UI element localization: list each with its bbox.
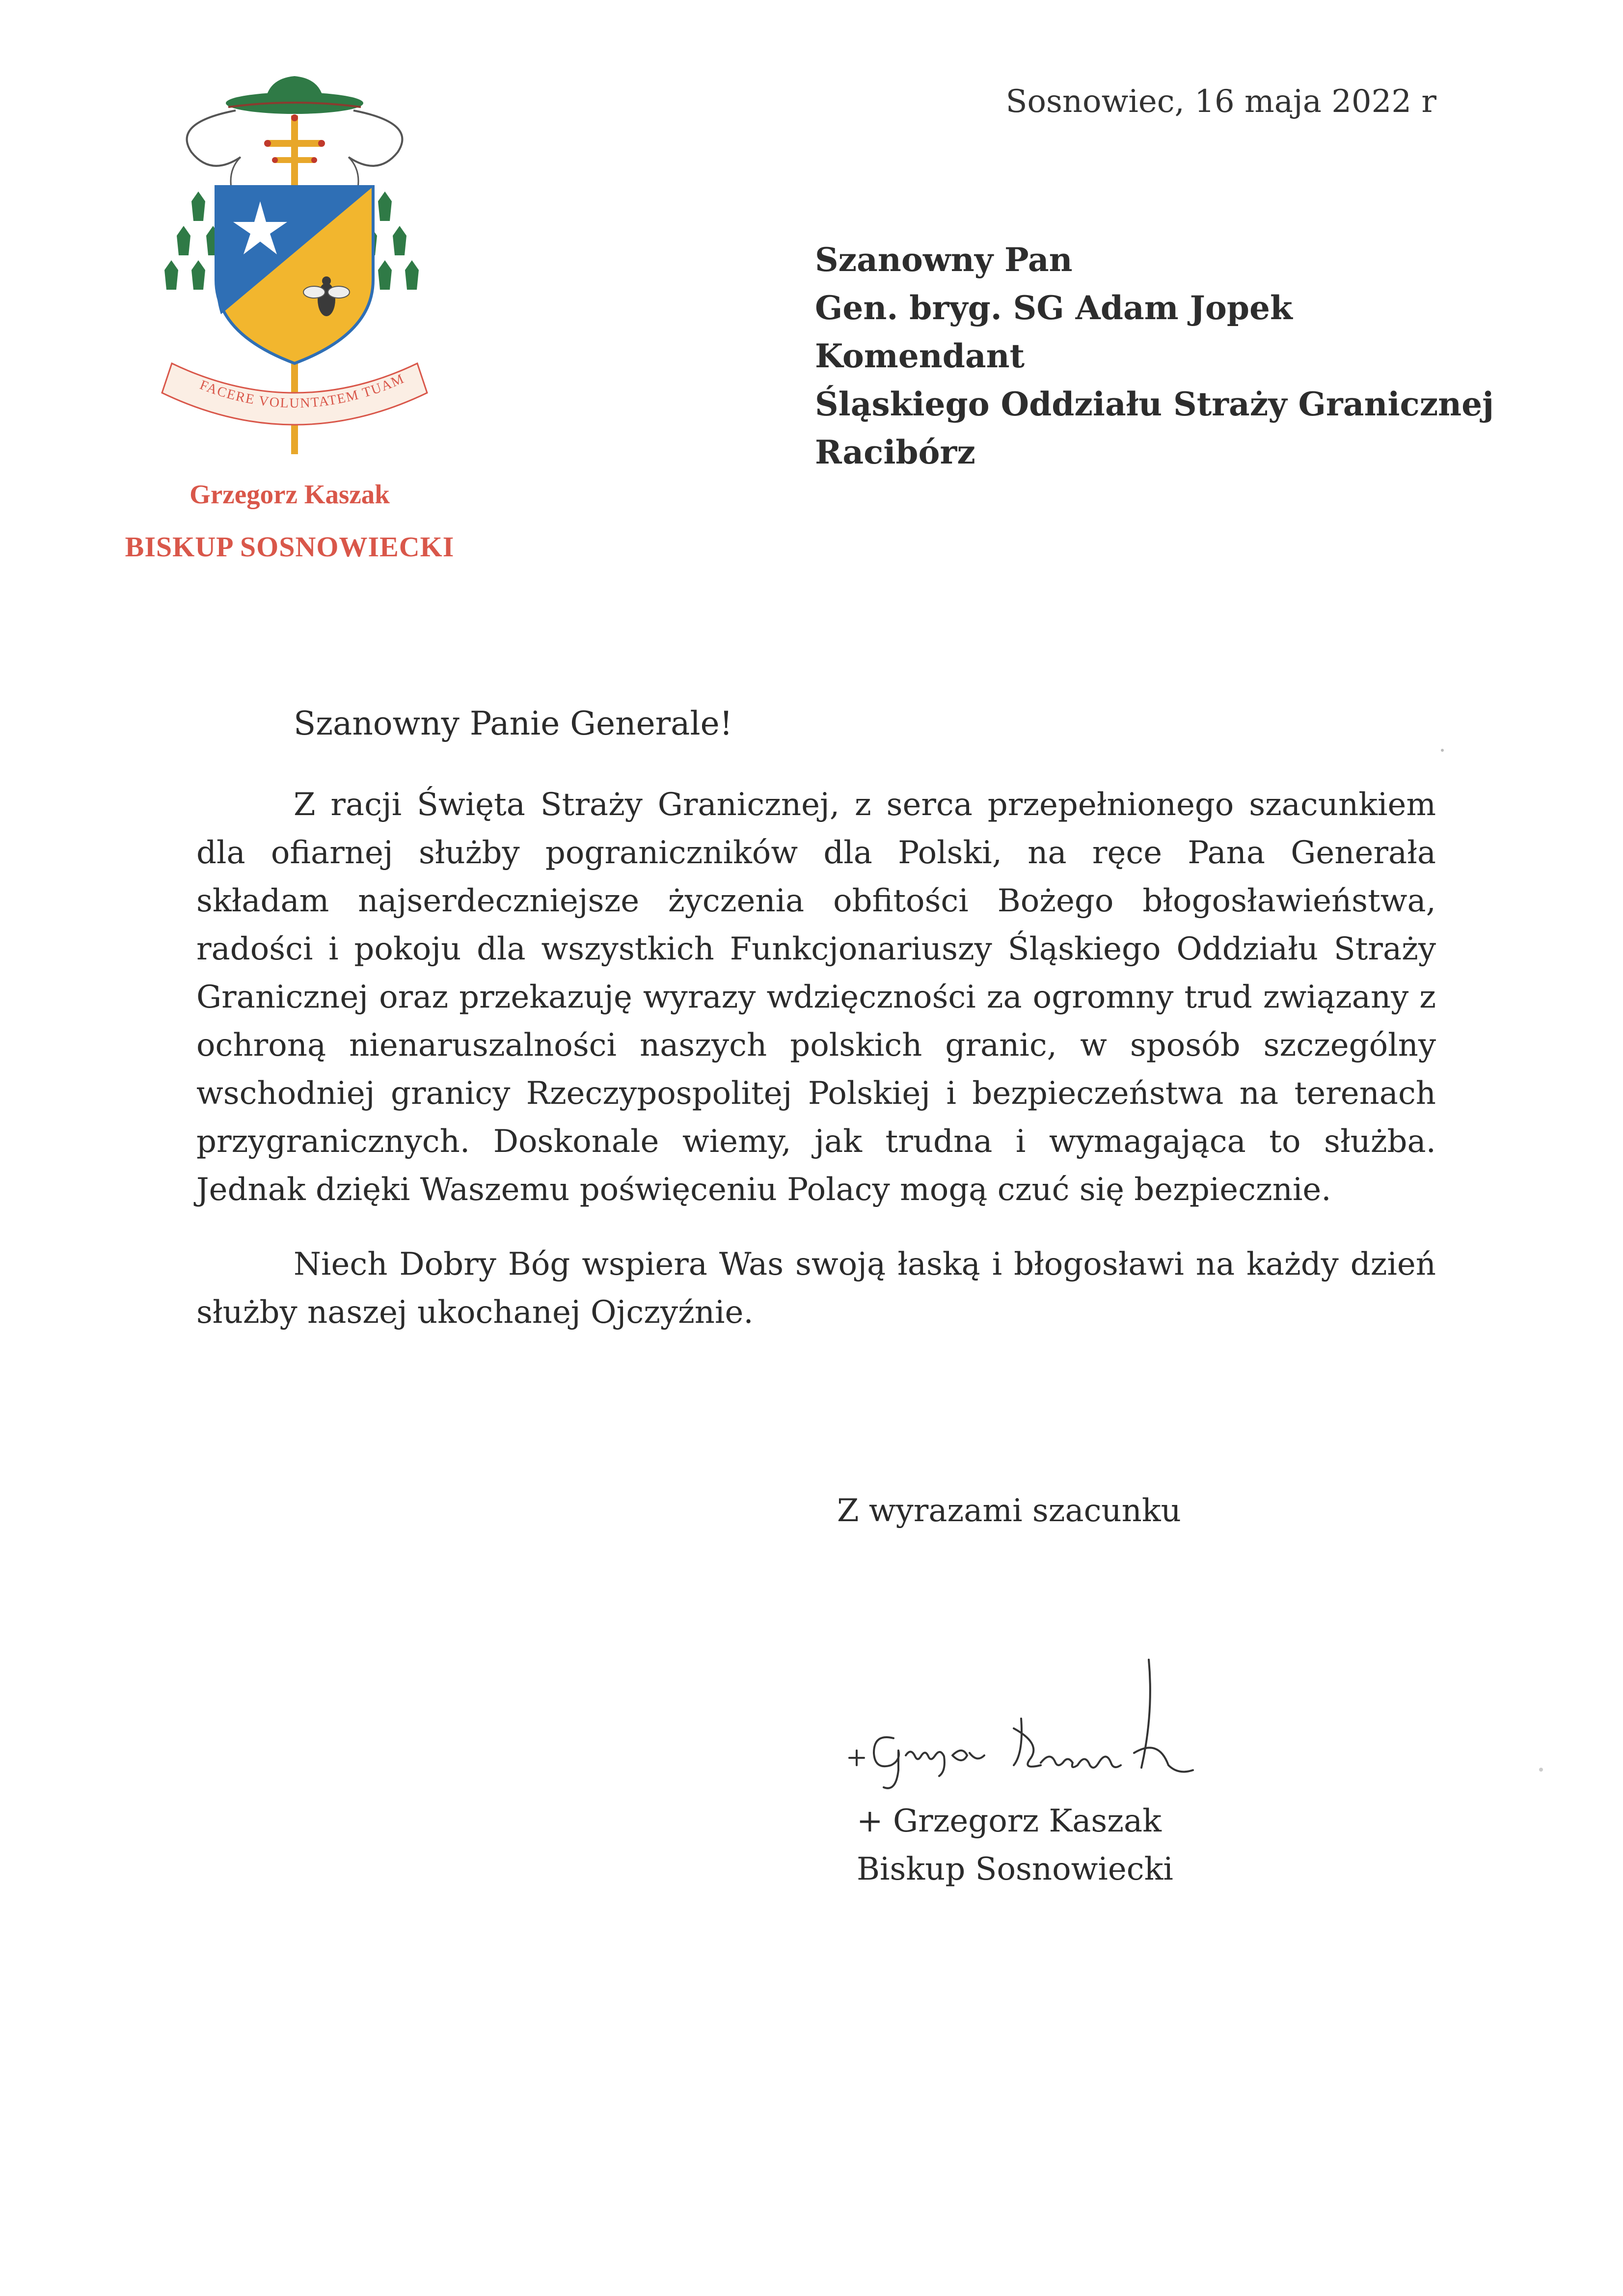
recipient-line: Gen. bryg. SG Adam Jopek: [815, 289, 1293, 327]
body-paragraph: Z racji Święta Straży Granicznej, z serca przepełnionego szacunkiem dla ofiarnej służby pograniczników dla Polski, na ręce Pana Generała składam najserdeczniejsze życzenia obfitości Bożego błogosławieństwa, radości i pokoju dla wszystkich Funkcjonariuszy Śląskiego Oddziału Straży Granicznej oraz przekazuję wyrazy wdzięczności za ogromny trud związany z ochroną nienaruszalności naszych polskich granic, w sposób szczególny wschodniej granicy Rzeczypospolitej Polskiej i bezpieczeństwa na terenach przygranicznych. Doskonale wiemy, jak trudna i wymagająca to służba. Jednak dzięki Waszemu poświęceniu Polacy mogą czuć się bezpiecznie.: [196, 787, 1436, 1208]
sender-title: BISKUP SOSNOWIECKI: [125, 531, 455, 563]
signer-block: [857, 1797, 1173, 1893]
recipient-line: Szanowny Pan: [815, 241, 1073, 279]
body-paragraph: Niech Dobry Bóg wspiera Was swoją łaską i błogosławi na każdy dzień służby naszej ukochanej Ojczyźnie.: [196, 1246, 1436, 1331]
sender-name: Grzegorz Kaszak: [189, 479, 390, 509]
recipient-block: [815, 236, 1494, 476]
letter-date: Sosnowiec, 16 maja 2022 r: [1005, 83, 1436, 120]
recipient-line: Śląskiego Oddziału Straży Granicznej: [815, 385, 1494, 423]
scan-speck: [1539, 1768, 1543, 1772]
coat-of-arms-icon: [142, 69, 447, 462]
scan-speck: [1441, 749, 1444, 752]
signer-name: + Grzegorz Kaszak: [857, 1803, 1162, 1839]
handwritten-signature: [844, 1655, 1217, 1802]
closing-phrase: Z wyrazami szacunku: [837, 1493, 1181, 1529]
recipient-line: Komendant: [815, 337, 1025, 375]
letter-body: [196, 781, 1436, 1363]
motto-text: FACERE VOLUNTATEM TUAM: [197, 371, 407, 411]
recipient-line: Racibórz: [815, 433, 975, 471]
salutation: Szanowny Panie Generale!: [294, 705, 733, 742]
signer-title: Biskup Sosnowiecki: [857, 1851, 1173, 1887]
